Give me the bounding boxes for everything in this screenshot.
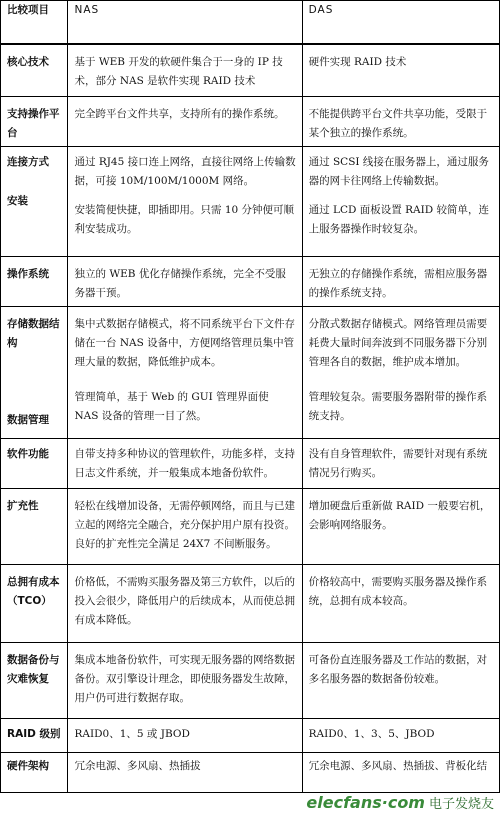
das-text: 通过 SCSI 线接在服务器上，通过服务器的网卡往网络上传输数据。 bbox=[308, 155, 489, 187]
row-label: 数据备份与灾难恢复 bbox=[1, 642, 68, 718]
row-label: RAID 级别 bbox=[1, 718, 68, 752]
nas-text: 通过 RJ45 接口连上网络，直接往网络上传输数据，可接 10M/100M/1000M 网络。 bbox=[74, 155, 296, 187]
das-text: 通过 LCD 面板设置 RAID 较简单，连上服务器操作时较复杂。 bbox=[308, 203, 489, 235]
table-row bbox=[1, 96, 500, 146]
row-label-group bbox=[1, 306, 68, 438]
header-row bbox=[1, 1, 500, 45]
header-compare-item: 比较项目 bbox=[1, 1, 68, 45]
row-label: 安装 bbox=[7, 194, 28, 207]
das-cell bbox=[302, 146, 499, 256]
nas-cell bbox=[68, 306, 302, 438]
das-cell: 增加硬盘后重新做 RAID 一般要宕机，会影响网络服务。 bbox=[302, 488, 499, 564]
table-row bbox=[1, 44, 500, 96]
das-cell: 冗余电源、多风扇、热插拔、背板化结 bbox=[302, 752, 499, 792]
table-row bbox=[1, 752, 500, 792]
nas-cell: RAID0、1、5 或 JBOD bbox=[68, 718, 302, 752]
nas-cell: 轻松在线增加设备，无需停顿网络，而且与已建立起的网络完全融合，充分保护用户原有投资。良好的扩充性完全满足 24X7 不间断服务。 bbox=[68, 488, 302, 564]
nas-text: 安装简便快捷，即插即用。只需 10 分钟便可顺利安装成功。 bbox=[74, 203, 295, 235]
nas-cell: 自带支持多种协议的管理软件，功能多样，支持日志文件系统，并一般集成本地备份软件。 bbox=[68, 438, 302, 488]
das-cell bbox=[302, 306, 499, 438]
nas-cell: 独立的 WEB 优化存储操作系统，完全不受服务器干预。 bbox=[68, 256, 302, 306]
row-label: 软件功能 bbox=[1, 438, 68, 488]
header-nas: NAS bbox=[68, 1, 302, 45]
table-row bbox=[1, 438, 500, 488]
watermark bbox=[306, 793, 494, 812]
watermark-logo: elecfans·com bbox=[306, 793, 425, 812]
nas-cell: 基于 WEB 开发的软硬件集合于一身的 IP 技术，部分 NAS 是软件实现 RAID 技术 bbox=[68, 44, 302, 96]
table-row bbox=[1, 146, 500, 256]
das-cell: 没有自身管理软件，需要针对现有系统情况另行购买。 bbox=[302, 438, 499, 488]
row-label: 存储数据结构 bbox=[7, 317, 60, 349]
das-text: 分散式数据存储模式。网络管理员需要耗费大量时间奔波到不同服务器下分别管理各自的数据，维护成本增加。 bbox=[308, 317, 488, 368]
das-cell: 价格较高中，需要购买服务器及操作系统，总拥有成本较高。 bbox=[302, 564, 499, 642]
das-cell: 可备份直连服务器及工作站的数据，对多名服务器的数据备份较难。 bbox=[302, 642, 499, 718]
row-label: 支持操作平台 bbox=[1, 96, 68, 146]
das-cell: 硬件实现 RAID 技术 bbox=[302, 44, 499, 96]
row-label: 总拥有成本（TCO） bbox=[1, 564, 68, 642]
das-text: 管理较复杂。需要服务器附带的操作系统支持。 bbox=[308, 390, 488, 422]
watermark-text: 电子发烧友 bbox=[428, 797, 494, 812]
table-row bbox=[1, 256, 500, 306]
row-label: 连接方式 bbox=[7, 155, 49, 168]
table-row bbox=[1, 642, 500, 718]
table-row bbox=[1, 488, 500, 564]
nas-cell: 价格低，不需购买服务器及第三方软件，以后的投入会很少，降低用户的后续成本，从而使总拥有成本降低。 bbox=[68, 564, 302, 642]
row-label: 核心技术 bbox=[1, 44, 68, 96]
row-label-group bbox=[1, 146, 68, 256]
table-row bbox=[1, 564, 500, 642]
nas-text: 管理简单，基于 Web 的 GUI 管理界面使 NAS 设备的管理一目了然。 bbox=[74, 390, 269, 422]
table-row bbox=[1, 718, 500, 752]
nas-text: 集中式数据存储模式，将不同系统平台下文件存储在一台 NAS 设备中，方便网络管理员集中管理大量的数据，降低维护成本。 bbox=[74, 317, 295, 368]
das-cell: 无独立的存储操作系统，需相应服务器的操作系统支持。 bbox=[302, 256, 499, 306]
nas-cell: 冗余电源、多风扇、热插拔 bbox=[68, 752, 302, 792]
table-row bbox=[1, 306, 500, 438]
nas-cell: 集成本地备份软件，可实现无服务器的网络数据备份。双引擎设计理念，即使服务器发生故障，用户仍可进行数据存取。 bbox=[68, 642, 302, 718]
nas-cell bbox=[68, 146, 302, 256]
row-label: 扩充性 bbox=[1, 488, 68, 564]
row-label: 数据管理 bbox=[7, 413, 49, 426]
nas-cell: 完全跨平台文件共享，支持所有的操作系统。 bbox=[68, 96, 302, 146]
row-label: 硬件架构 bbox=[1, 752, 68, 792]
das-cell: RAID0、1、3、5、JBOD bbox=[302, 718, 499, 752]
das-cell: 不能提供跨平台文件共享功能，受限于某个独立的操作系统。 bbox=[302, 96, 499, 146]
header-das: DAS bbox=[302, 1, 499, 45]
row-label: 操作系统 bbox=[1, 256, 68, 306]
